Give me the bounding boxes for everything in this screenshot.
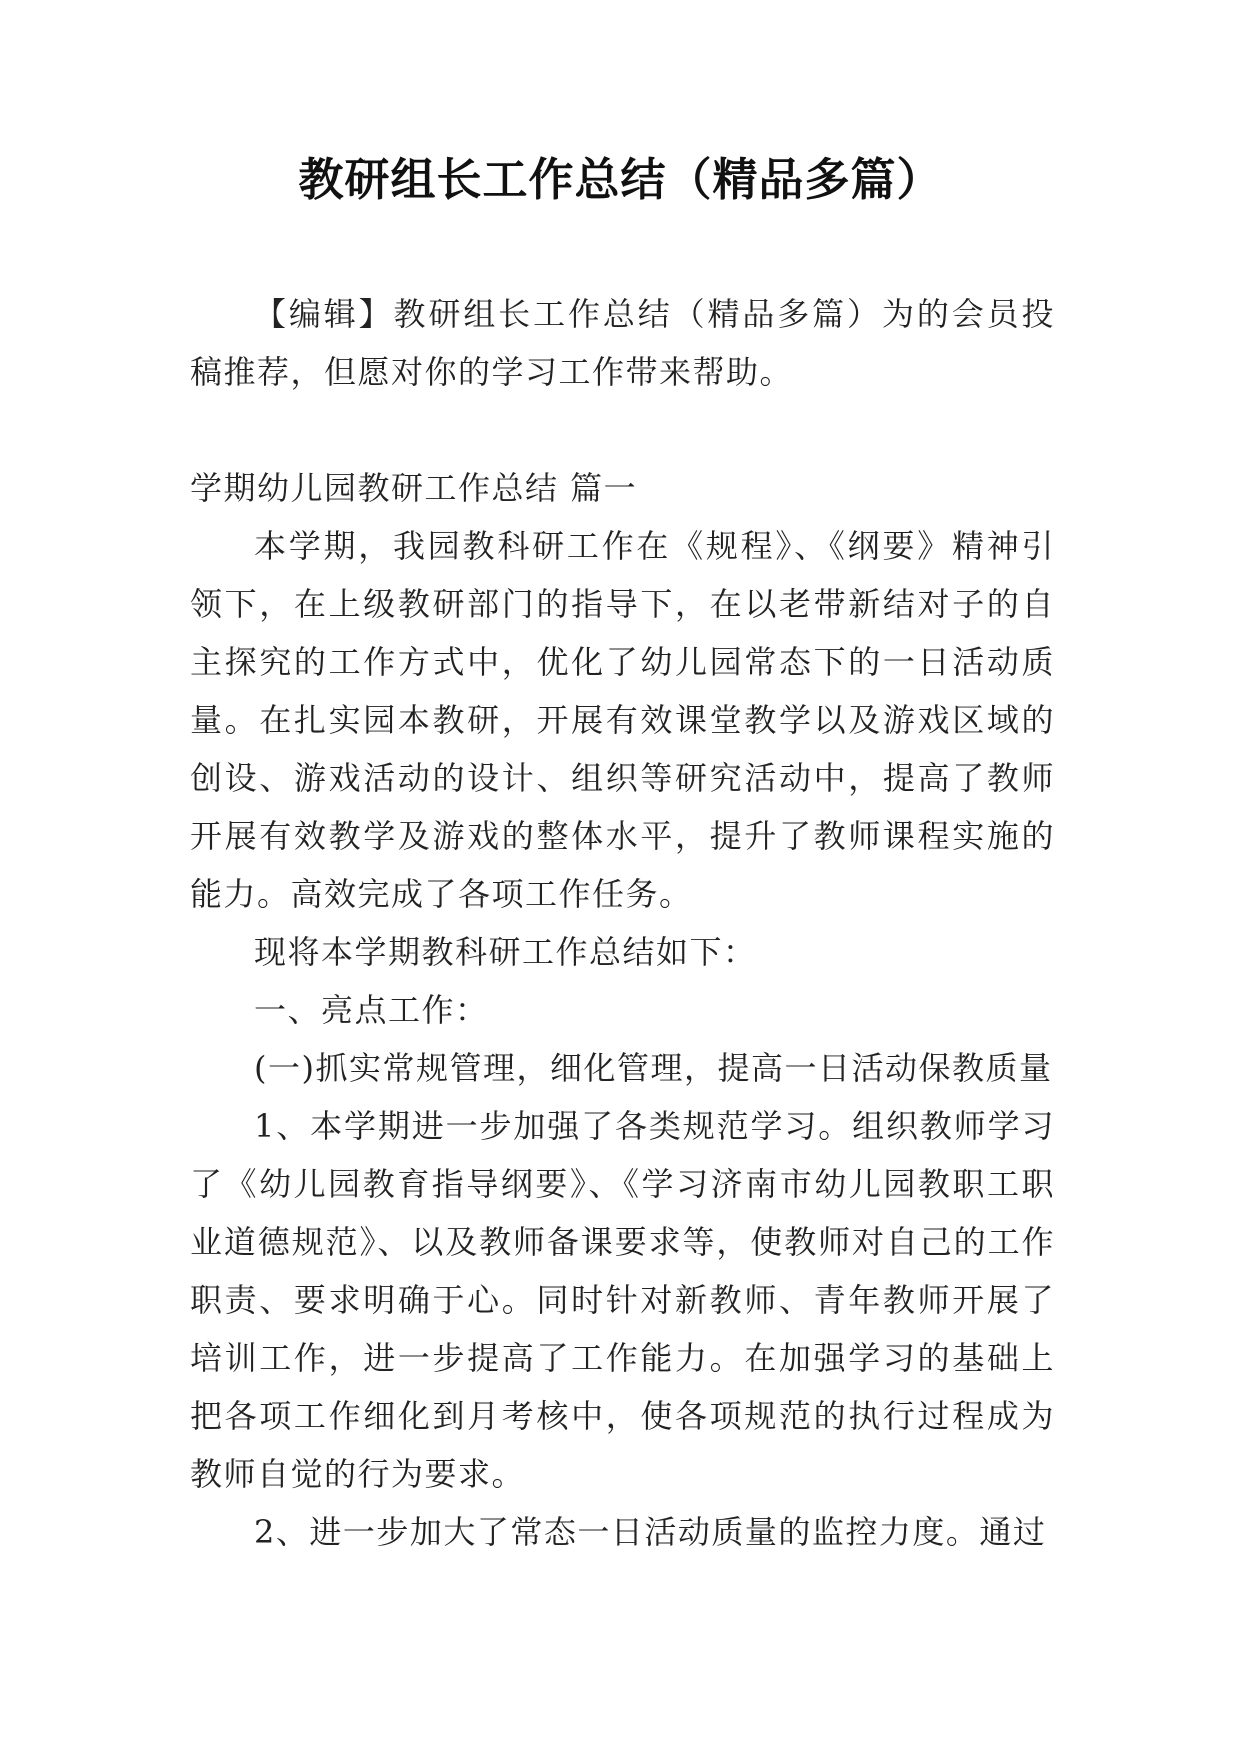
- document-body: [190, 285, 1055, 1561]
- body-paragraph: 2、进一步加大了常态一日活动质量的监控力度。通过: [254, 1513, 1047, 1551]
- intro-paragraph: 【编辑】教研组长工作总结（精品多篇）为的会员投稿推荐，但愿对你的学习工作带来帮助。: [190, 295, 1055, 391]
- body-paragraph: 现将本学期教科研工作总结如下：: [254, 933, 757, 971]
- section-heading: 学期幼儿园教研工作总结 篇一: [190, 469, 638, 507]
- body-paragraph: 一、亮点工作：: [254, 991, 489, 1029]
- document-title: 教研组长工作总结（精品多篇）: [298, 153, 943, 206]
- body-paragraph: 1、本学期进一步加强了各类规范学习。组织教师学习了《幼儿园教育指导纲要》、《学习济南市幼儿园教职工职业道德规范》、以及教师备课要求等，使教师对自己的工作职责、要求明确于心。同时针对新教师、青年教师开展了培训工作，进一步提高了工作能力。在加强学习的基础上把各项工作细化到月考核中，使各项规范的执行过程成为教师自觉的行为要求。: [190, 1107, 1055, 1493]
- body-paragraph: 本学期，我园教科研工作在《规程》、《纲要》精神引领下，在上级教研部门的指导下，在以老带新结对子的自主探究的工作方式中，优化了幼儿园常态下的一日活动质量。在扎实园本教研，开展有效课堂教学以及游戏区域的创设、游戏活动的设计、组织等研究活动中，提高了教师开展有效教学及游戏的整体水平，提升了教师课程实施的能力。高效完成了各项工作任务。: [190, 527, 1055, 913]
- body-paragraph: (一)抓实常规管理，细化管理，提高一日活动保教质量: [254, 1049, 1053, 1087]
